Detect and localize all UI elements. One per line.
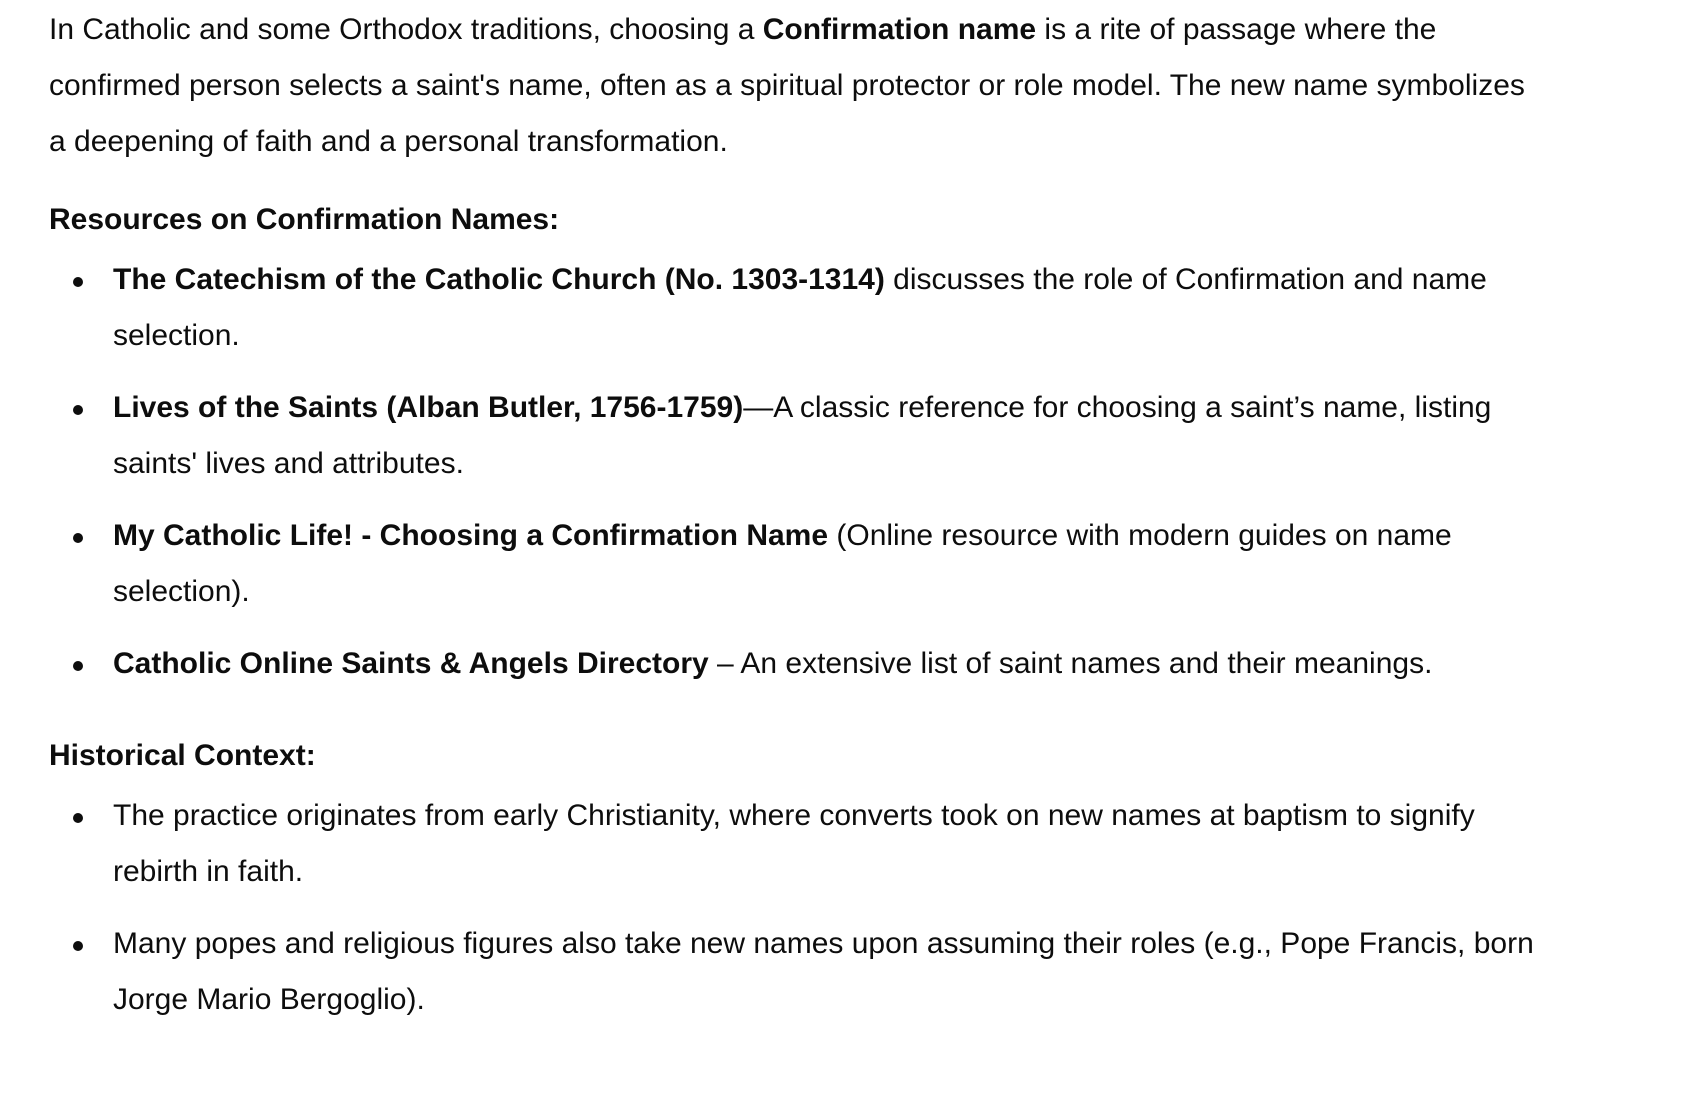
- list-item: [49, 508, 1549, 620]
- section-spacer: [49, 708, 1549, 728]
- resource-description: —A classic reference for choosing a saint’s name, listing saints' lives and attributes.: [113, 391, 1492, 480]
- list-item: [49, 252, 1549, 364]
- document-body: [49, 2, 1549, 1044]
- intro-text-before: In Catholic and some Orthodox traditions, choosing a: [49, 13, 763, 46]
- history-list: [49, 788, 1549, 1028]
- list-item: [49, 380, 1549, 492]
- history-text: The practice originates from early Christianity, where converts took on new names at baptism to signify rebirth in faith.: [113, 799, 1475, 888]
- resource-title: Catholic Online Saints & Angels Directory: [113, 647, 709, 680]
- resource-description: (Online resource with modern guides on name selection).: [113, 519, 1452, 608]
- intro-bold-term: Confirmation name: [762, 13, 1037, 46]
- history-heading: Historical Context:: [49, 739, 316, 772]
- list-item: [49, 916, 1549, 1028]
- resource-title: The Catechism of the Catholic Church (No. 1303-1314): [113, 263, 885, 296]
- resource-title: Lives of the Saints (Alban Butler, 1756-1759): [113, 391, 744, 424]
- list-item: [49, 788, 1549, 900]
- intro-paragraph: [49, 2, 1549, 170]
- resource-title: My Catholic Life! - Choosing a Confirmation Name: [113, 519, 829, 552]
- resource-description: discusses the role of Confirmation and name selection.: [113, 263, 1487, 352]
- intro-text-after: is a rite of passage where the confirmed person selects a saint's name, often as a spiritual protector or role model. The new name symbolizes a deepening of faith and a personal transformation.: [49, 13, 1525, 158]
- history-text: Many popes and religious figures also take new names upon assuming their roles (e.g., Pope Francis, born Jorge Mario Bergoglio).: [113, 927, 1534, 1016]
- resource-description: – An extensive list of saint names and their meanings.: [708, 647, 1433, 680]
- list-item: [49, 636, 1549, 692]
- resources-heading: Resources on Confirmation Names:: [49, 203, 560, 236]
- resources-list: [49, 252, 1549, 692]
